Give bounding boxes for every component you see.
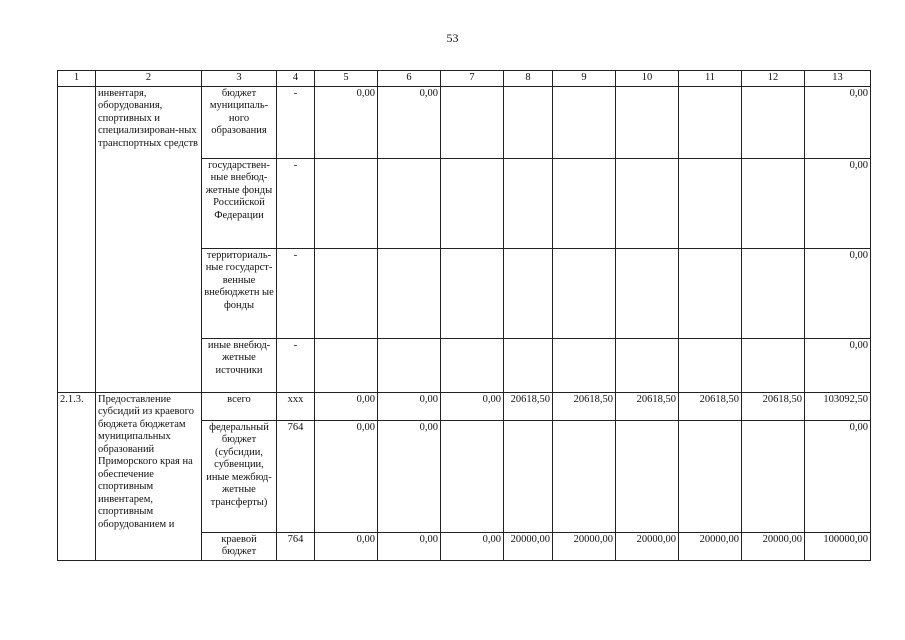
column-header: 12 <box>742 71 805 87</box>
value-cell: 20000,00 <box>679 532 742 560</box>
total-cell: 0,00 <box>805 158 871 248</box>
value-cell <box>616 158 679 248</box>
code-cell: - <box>277 158 315 248</box>
value-cell <box>378 158 441 248</box>
value-cell <box>553 158 616 248</box>
value-cell <box>616 420 679 532</box>
budget-table <box>57 70 871 561</box>
value-cell <box>378 248 441 338</box>
value-cell: 20000,00 <box>504 532 553 560</box>
value-cell <box>441 338 504 392</box>
value-cell <box>441 86 504 158</box>
column-header: 1 <box>58 71 96 87</box>
column-header: 2 <box>96 71 202 87</box>
value-cell <box>679 420 742 532</box>
value-cell <box>315 338 378 392</box>
value-cell: 0,00 <box>378 86 441 158</box>
item-number: 2.1.3. <box>58 392 96 560</box>
value-cell <box>441 420 504 532</box>
column-header: 9 <box>553 71 616 87</box>
column-header: 6 <box>378 71 441 87</box>
value-cell <box>616 86 679 158</box>
code-cell: - <box>277 338 315 392</box>
code-cell: - <box>277 86 315 158</box>
value-cell: 20618,50 <box>616 392 679 420</box>
value-cell: 0,00 <box>315 532 378 560</box>
funding-source: всего <box>202 392 277 420</box>
value-cell <box>742 86 805 158</box>
value-cell <box>679 86 742 158</box>
funding-source: краевой бюджет <box>202 532 277 560</box>
value-cell: 20000,00 <box>616 532 679 560</box>
value-cell <box>679 158 742 248</box>
column-header: 10 <box>616 71 679 87</box>
value-cell <box>679 338 742 392</box>
value-cell <box>616 248 679 338</box>
value-cell <box>315 158 378 248</box>
column-header: 13 <box>805 71 871 87</box>
value-cell <box>742 158 805 248</box>
code-cell: 764 <box>277 532 315 560</box>
value-cell <box>441 158 504 248</box>
value-cell <box>742 338 805 392</box>
value-cell: 0,00 <box>315 86 378 158</box>
item-description: Предоставление субсидий из краевого бюджета бюджетам муниципальных образований Приморского края на обеспечение спортивным инвентарем, спортивным оборудованием и <box>96 392 202 560</box>
item-number-cell <box>58 86 96 392</box>
value-cell <box>504 158 553 248</box>
value-cell: 0,00 <box>315 392 378 420</box>
value-cell <box>504 420 553 532</box>
value-cell <box>616 338 679 392</box>
value-cell: 0,00 <box>441 532 504 560</box>
table-row <box>58 392 871 420</box>
value-cell: 20000,00 <box>553 532 616 560</box>
value-cell <box>504 86 553 158</box>
code-cell: 764 <box>277 420 315 532</box>
value-cell: 0,00 <box>378 420 441 532</box>
column-header: 8 <box>504 71 553 87</box>
value-cell <box>742 248 805 338</box>
value-cell <box>315 248 378 338</box>
total-cell: 100000,00 <box>805 532 871 560</box>
value-cell <box>504 248 553 338</box>
funding-source: иные внебюд-жетные источники <box>202 338 277 392</box>
value-cell: 0,00 <box>315 420 378 532</box>
column-header: 7 <box>441 71 504 87</box>
column-header: 3 <box>202 71 277 87</box>
code-cell: - <box>277 248 315 338</box>
value-cell: 20618,50 <box>679 392 742 420</box>
code-cell: ххх <box>277 392 315 420</box>
value-cell <box>553 420 616 532</box>
funding-source: федеральный бюджет (субсидии, субвенции, иные межбюд-жетные трансферты) <box>202 420 277 532</box>
value-cell: 20618,50 <box>742 392 805 420</box>
value-cell <box>742 420 805 532</box>
total-cell: 103092,50 <box>805 392 871 420</box>
total-cell: 0,00 <box>805 420 871 532</box>
value-cell <box>553 248 616 338</box>
value-cell <box>378 338 441 392</box>
value-cell <box>441 248 504 338</box>
column-header: 4 <box>277 71 315 87</box>
value-cell: 0,00 <box>441 392 504 420</box>
value-cell: 20618,50 <box>504 392 553 420</box>
column-header: 5 <box>315 71 378 87</box>
total-cell: 0,00 <box>805 248 871 338</box>
header-row <box>58 71 871 87</box>
value-cell <box>553 86 616 158</box>
funding-source: государствен-ные внебюд-жетные фонды Российской Федерации <box>202 158 277 248</box>
total-cell: 0,00 <box>805 338 871 392</box>
total-cell: 0,00 <box>805 86 871 158</box>
value-cell <box>553 338 616 392</box>
table-row <box>58 86 871 158</box>
value-cell <box>679 248 742 338</box>
value-cell: 0,00 <box>378 392 441 420</box>
page-number: 53 <box>446 31 459 45</box>
value-cell: 0,00 <box>378 532 441 560</box>
column-header: 11 <box>679 71 742 87</box>
item-description: инвентаря, оборудования, спортивных и специализирован-ных транспортных средств <box>96 86 202 392</box>
value-cell: 20618,50 <box>553 392 616 420</box>
funding-source: территориаль-ные государст-венные внебюджетн ые фонды <box>202 248 277 338</box>
value-cell <box>504 338 553 392</box>
funding-source: бюджет муниципаль-ного образования <box>202 86 277 158</box>
value-cell: 20000,00 <box>742 532 805 560</box>
